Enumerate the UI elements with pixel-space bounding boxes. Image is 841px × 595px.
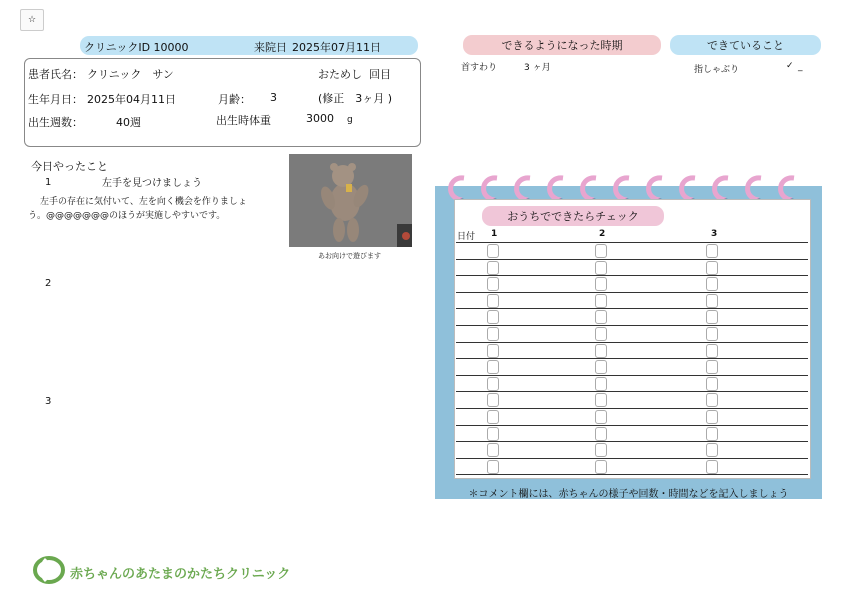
- checklist-checkbox-3[interactable]: [706, 277, 718, 291]
- abilities-header: [670, 35, 821, 55]
- checklist-title: おうちでできたらチェック: [507, 210, 639, 223]
- checklist-checkbox-2[interactable]: [595, 261, 607, 275]
- checklist-checkbox-1[interactable]: [487, 277, 499, 291]
- checklist-checkbox-1[interactable]: [487, 327, 499, 341]
- checklist-checkbox-1[interactable]: [487, 393, 499, 407]
- checklist-checkbox-3[interactable]: [706, 244, 718, 258]
- checklist-checkbox-1[interactable]: [487, 443, 499, 457]
- checklist-checkbox-1[interactable]: [487, 410, 499, 424]
- checklist-checkbox-2[interactable]: [595, 410, 607, 424]
- birth-weight-label: 出生時体重: [216, 114, 271, 127]
- checklist-row-line: [456, 441, 808, 442]
- checklist-checkbox-3[interactable]: [706, 443, 718, 457]
- checklist-checkbox-3[interactable]: [706, 310, 718, 324]
- milestones-header: [463, 35, 661, 55]
- checklist-checkbox-2[interactable]: [595, 443, 607, 457]
- birth-weeks-label: 出生週数：: [28, 116, 83, 129]
- today-item-number: 3: [45, 396, 52, 407]
- visit-date-label: 来院日: [254, 41, 287, 54]
- checklist-checkbox-2[interactable]: [595, 277, 607, 291]
- today-item-body: う。@@@@@@@のほうが実施しやすいです。: [28, 211, 226, 221]
- checklist-row-line: [456, 308, 808, 309]
- checklist-checkbox-3[interactable]: [706, 360, 718, 374]
- checklist-checkbox-1[interactable]: [487, 294, 499, 308]
- birth-weight: 3000: [306, 112, 334, 125]
- birth-date-label: 生年月日：: [28, 93, 83, 106]
- checklist-row-line: [456, 342, 808, 343]
- today-item-number: 2: [45, 278, 52, 289]
- birth-date: 2025年04月11日: [87, 93, 176, 106]
- patient-name: クリニック サン: [87, 68, 174, 81]
- today-title: 今日やったこと: [31, 160, 108, 173]
- birth-weeks: 40週: [116, 116, 141, 129]
- checklist-checkbox-1[interactable]: [487, 377, 499, 391]
- corrected-age: (修正 3ヶ月 ): [318, 92, 393, 105]
- checklist-checkbox-3[interactable]: [706, 393, 718, 407]
- ability-check-icon: ✓: [786, 61, 794, 71]
- checklist-row-line: [456, 242, 808, 243]
- checklist-checkbox-3[interactable]: [706, 410, 718, 424]
- column-3-label: 3: [711, 229, 718, 239]
- checklist-checkbox-1[interactable]: [487, 427, 499, 441]
- checklist-row-line: [456, 325, 808, 326]
- checklist-row-line: [456, 275, 808, 276]
- checklist-checkbox-1[interactable]: [487, 261, 499, 275]
- checklist-paper: [454, 199, 811, 479]
- trial-label: おためし: [318, 68, 362, 81]
- checklist-checkbox-2[interactable]: [595, 294, 607, 308]
- checklist-checkbox-1[interactable]: [487, 244, 499, 258]
- checklist-checkbox-2[interactable]: [595, 310, 607, 324]
- milestone-item: 首すわり: [461, 63, 498, 73]
- checklist-title-bar: [482, 206, 664, 226]
- checklist-checkbox-1[interactable]: [487, 360, 499, 374]
- checklist-row-line: [456, 425, 808, 426]
- checklist-checkbox-2[interactable]: [595, 393, 607, 407]
- clinic-logo-text: 赤ちゃんのあたまのかたちクリニック: [70, 567, 291, 582]
- favorite-button[interactable]: [20, 9, 44, 31]
- ability-item: 指しゃぶり: [694, 65, 740, 75]
- checklist-checkbox-1[interactable]: [487, 460, 499, 474]
- checklist-checkbox-2[interactable]: [595, 360, 607, 374]
- checklist-checkbox-3[interactable]: [706, 294, 718, 308]
- checklist-row-line: [456, 408, 808, 409]
- clinic-logo-icon: [32, 555, 66, 585]
- checklist-row-line: [456, 391, 808, 392]
- checklist-checkbox-3[interactable]: [706, 261, 718, 275]
- birth-weight-unit: g: [347, 115, 353, 125]
- checklist-row-line: [456, 375, 808, 376]
- ability-mark: _: [798, 62, 803, 72]
- visit-count-label: 回目: [369, 68, 391, 81]
- milestones-title: できるようになった時期: [501, 39, 623, 52]
- column-1-label: 1: [491, 229, 498, 239]
- checklist-checkbox-2[interactable]: [595, 327, 607, 341]
- checklist-checkbox-2[interactable]: [595, 344, 607, 358]
- checklist-footer: ＊コメント欄には、赤ちゃんの様子や回数・時間などを記入しましょう: [468, 489, 789, 500]
- age-label: 月齢：: [218, 93, 251, 106]
- milestone-value: 3 ヶ月: [524, 63, 551, 73]
- activity-photo: [289, 154, 412, 247]
- age-value: 3: [270, 91, 277, 104]
- today-item-body: 左手の存在に気付いて、左を向く機会を作りましょ: [40, 197, 247, 207]
- teddy-bear-image: [289, 154, 412, 247]
- today-item-heading: 左手を見つけましょう: [102, 178, 202, 189]
- checklist-row-line: [456, 292, 808, 293]
- checklist-checkbox-2[interactable]: [595, 377, 607, 391]
- checklist-checkbox-1[interactable]: [487, 344, 499, 358]
- today-item-number: 1: [45, 177, 52, 188]
- checklist-checkbox-2[interactable]: [595, 460, 607, 474]
- checklist-checkbox-3[interactable]: [706, 327, 718, 341]
- checklist-checkbox-3[interactable]: [706, 460, 718, 474]
- date-column-label: 日付: [457, 232, 476, 242]
- star-icon: ☆: [27, 15, 37, 25]
- patient-name-label: 患者氏名：: [28, 68, 83, 81]
- visit-date: 2025年07月11日: [292, 41, 381, 54]
- checklist-row-line: [456, 358, 808, 359]
- checklist-checkbox-1[interactable]: [487, 310, 499, 324]
- checklist-row-line: [456, 458, 808, 459]
- checklist-row-line: [456, 474, 808, 475]
- checklist-checkbox-3[interactable]: [706, 344, 718, 358]
- photo-caption: あお向けで遊びます: [318, 252, 381, 260]
- column-2-label: 2: [599, 229, 606, 239]
- checklist-row-line: [456, 259, 808, 260]
- abilities-title: できていること: [707, 39, 784, 52]
- checklist-checkbox-2[interactable]: [595, 244, 607, 258]
- checklist-checkbox-2[interactable]: [595, 427, 607, 441]
- clinic-header-bar: [80, 36, 418, 55]
- checklist-checkbox-3[interactable]: [706, 427, 718, 441]
- checklist-checkbox-3[interactable]: [706, 377, 718, 391]
- clinic-id: クリニックID 10000: [84, 41, 189, 54]
